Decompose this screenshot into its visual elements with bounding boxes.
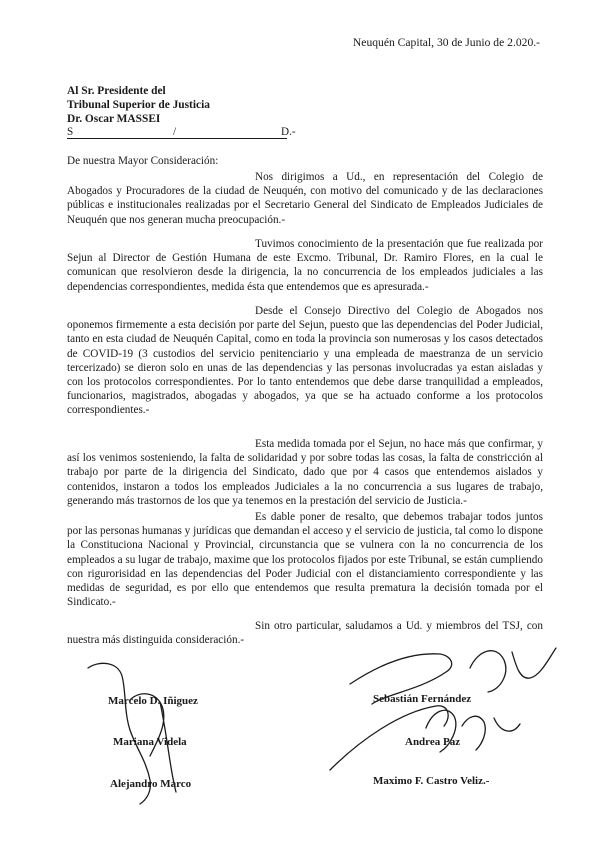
sd-line: [67, 126, 296, 139]
s-label: S: [67, 126, 74, 138]
body-paragraph-5: Es dable poner de resalto, que debemos trabajar todos juntos por las personas humanas y jurídicas que demandan el acceso y el servicio de justicia, tal como lo dispone la Constituciona Nacional y Provincial, circunstancia que se vulnera con la no concurrencia de los empleados a su lugar de trabajo, maxime que los protocolos fijados por este Tribunal, se están cumpliendo con rigurorisidad en las dependencias del Poder Judicial con el distanciamiento correspondiente y las medidas de seguridad, es por ello que entendemos que resulta prematura la decisión tomada por el Sindicato.-: [67, 511, 543, 609]
closing-paragraph: Sin otro particular, saludamos a Ud. y miembros del TSJ, con nuestra más distinguida consideración.-: [67, 620, 543, 647]
greeting: De nuestra Mayor Consideración:: [67, 155, 219, 167]
signature-left-3: Alejandro Marco: [110, 778, 192, 790]
sd-slash: /: [173, 126, 177, 138]
body-paragraph-1: Nos dirigimos a Ud., en representación del Colegio de Abogados y Procuradores de la ciudad de Neuquén, con motivo del comunicado y de las declaraciones públicas e institucionales realizadas por el Secretario General del Sindicato de Empleados Judiciales de Neuquén que nos generan mucha preocupación.-: [67, 171, 543, 226]
signature-right-1: Sebastián Fernández: [373, 693, 472, 705]
addressee-court: Tribunal Superior de Justicia: [67, 99, 210, 111]
signature-right-2: Andrea Paz: [405, 736, 461, 748]
signature-right-3: Maximo F. Castro Veliz.-: [373, 775, 490, 787]
letter-date: Neuquén Capital, 30 de Junio de 2.020.-: [352, 36, 540, 49]
addressee-name: Dr. Oscar MASSEI: [67, 113, 161, 125]
body-paragraph-2: Tuvimos conocimiento de la presentación que fue realizada por Sejun al Director de Gestión Humana de este Excmo. Tribunal, Dr. Ramiro Flores, en la cual le comunican que resolvieron desde la dirigencia, la no concurrencia de los empleados judiciales a las dependencias correspondientes, medida ésta que entendemos que es apresurada.-: [67, 238, 543, 293]
signature-left-1: Marcelo D. Iñiguez: [108, 695, 198, 707]
addressee-block: [67, 84, 210, 126]
body-paragraph-3: Desde el Consejo Directivo del Colegio de Abogados nos oponemos firmemente a esta decisión por parte del Sejun, puesto que las dependencias del Poder Judicial, tanto en esta ciudad de Neuquén Capital, como en toda la provincia son numerosas y los casos detectados de COVID-19 (3 custodios del servicio penitenciario y una empleada de maestranza de un servicio tercerizado) se dieron solo en unas de las dependencias y las personas involucradas ya estan aisladas y con los protocolos correspondientes. Por lo tanto entendemos que debe darse tranquilidad a empleados, funcionarios, magistrados, abogadas y abogados, ya que se ha actuado conforme a los protocolos correspondientes.-: [67, 305, 543, 417]
d-label: D.-: [281, 126, 296, 138]
signature-left-2: Mariana Videla: [113, 736, 187, 748]
addressee-title: Al Sr. Presidente del: [67, 85, 166, 97]
body-paragraph-4: Esta medida tomada por el Sejun, no hace más que confirmar, y así los venimos sosteniendo, la falta de solidaridad y por sobre todas las cosas, la falta de constricción al trabajo por parte de la dirigencia del Sindicato, dado que por 4 casos que entendemos aislados y contenidos, instaron a todos los empleados Judiciales a la no concurrencia a sus lugares de trabajo, generando más trastornos de los que ya tenemos en la prestación del servicio de Justicia.-: [67, 438, 543, 507]
